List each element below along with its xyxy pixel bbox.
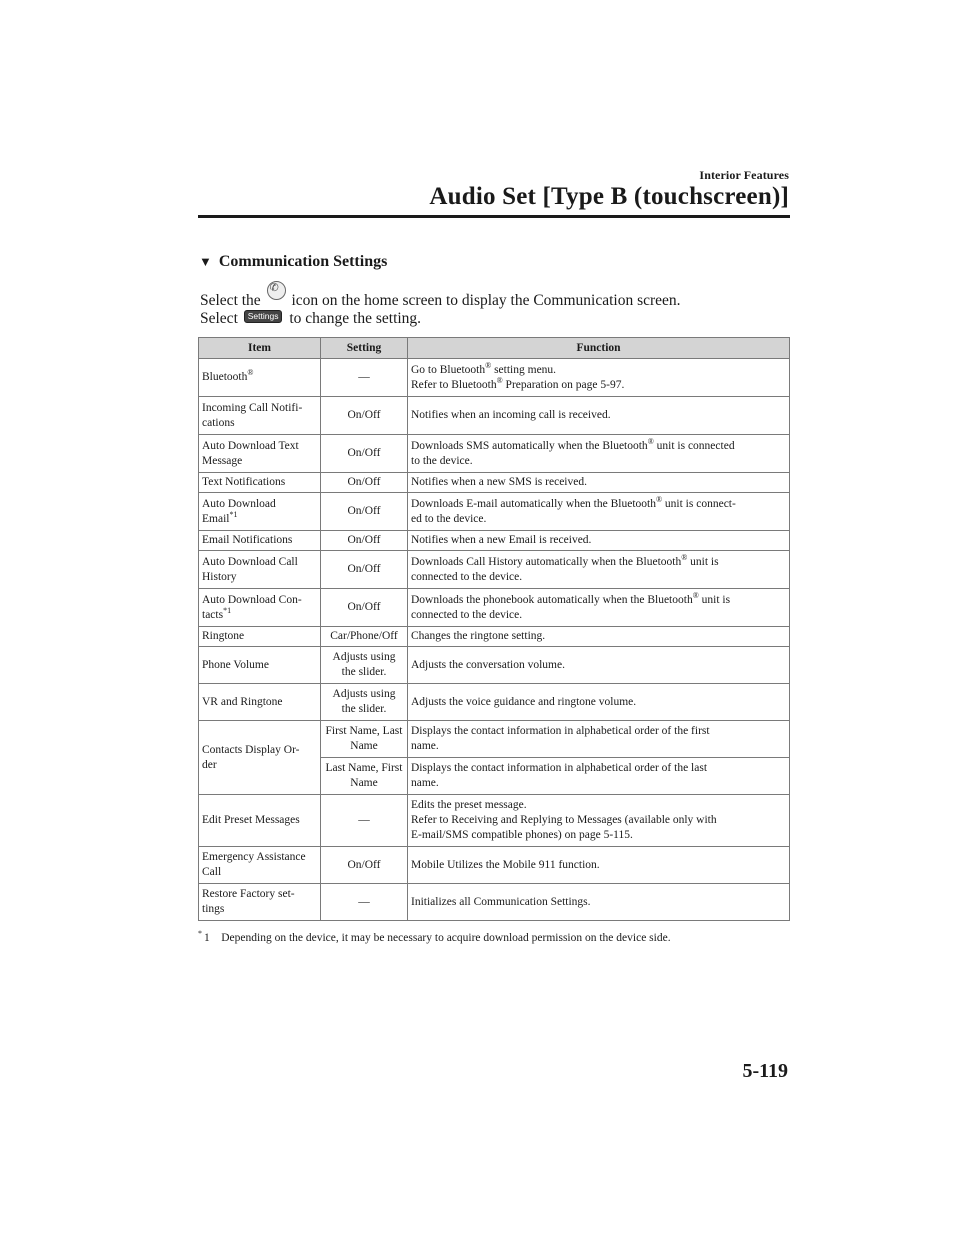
cell-function: Adjusts the conversation volume. xyxy=(408,647,790,684)
footnote-text: 1 Depending on the device, it may be necessary to acquire download permission on the device side. xyxy=(204,932,671,944)
cell-item: Emergency Assistance Call xyxy=(199,847,321,884)
header-title: Audio Set [Type B (touchscreen)] xyxy=(429,183,789,210)
cell-function: Initializes all Communication Settings. xyxy=(408,884,790,921)
intro-line-2 xyxy=(200,310,421,328)
cell-setting: Adjusts using the slider. xyxy=(321,647,408,684)
cell-setting: On/Off xyxy=(321,589,408,627)
cell-item: Contacts Display Or- der xyxy=(199,721,321,795)
intro-line2-before: Select xyxy=(200,310,238,327)
column-header-function: Function xyxy=(408,338,790,359)
column-header-setting: Setting xyxy=(321,338,408,359)
cell-item: Bluetooth® xyxy=(199,359,321,397)
cell-function: Downloads SMS automatically when the Bluetooth® unit is connected to the device. xyxy=(408,435,790,473)
cell-function: Changes the ringtone setting. xyxy=(408,627,790,647)
cell-item: Incoming Call Notifi- cations xyxy=(199,397,321,435)
intro-line1-before: Select the xyxy=(200,292,261,309)
communication-icon xyxy=(267,281,286,300)
cell-function: Downloads the phonebook automatically when the Bluetooth® unit is connected to the device. xyxy=(408,589,790,627)
cell-setting: Adjusts using the slider. xyxy=(321,684,408,721)
settings-button-icon: Settings xyxy=(244,310,283,323)
table-row xyxy=(199,473,790,493)
cell-item: Auto Download Con- tacts$^{*1}$ xyxy=(199,589,321,627)
footnote-mark: * xyxy=(198,929,202,938)
cell-setting: Car/Phone/Off xyxy=(321,627,408,647)
table-row xyxy=(199,435,790,473)
table-row xyxy=(199,884,790,921)
cell-item: Auto Download Text Message xyxy=(199,435,321,473)
header-rule xyxy=(198,215,790,218)
cell-function: Displays the contact information in alphabetical order of the first name. xyxy=(408,721,790,758)
section-marker: ▼ xyxy=(199,254,212,269)
table-row xyxy=(199,359,790,397)
cell-item: Text Notifications xyxy=(199,473,321,493)
table-row xyxy=(199,684,790,721)
cell-function: Downloads E-mail automatically when the Bluetooth® unit is connect- ed to the device. xyxy=(408,493,790,531)
cell-function: Edits the preset message. Refer to Receiving and Replying to Messages (available only with E-mail/SMS compatible phones) on page 5-115. xyxy=(408,795,790,847)
cell-setting: On/Off xyxy=(321,397,408,435)
intro-line-1 xyxy=(200,287,681,310)
cell-function: Displays the contact information in alphabetical order of the last name. xyxy=(408,758,790,795)
table-row xyxy=(199,493,790,531)
cell-function: Mobile Utilizes the Mobile 911 function. xyxy=(408,847,790,884)
cell-function: Notifies when a new SMS is received. xyxy=(408,473,790,493)
cell-function: Adjusts the voice guidance and ringtone volume. xyxy=(408,684,790,721)
cell-setting: Last Name, First Name xyxy=(321,758,408,795)
page-number: 5-119 xyxy=(742,1060,788,1082)
cell-setting: First Name, Last Name xyxy=(321,721,408,758)
cell-setting: On/Off xyxy=(321,493,408,531)
section-heading xyxy=(199,253,387,271)
table-row xyxy=(199,589,790,627)
table-row xyxy=(199,397,790,435)
cell-setting: On/Off xyxy=(321,551,408,589)
cell-function: Notifies when a new Email is received. xyxy=(408,531,790,551)
section-title: Communication Settings xyxy=(218,253,388,270)
column-header-item: Item xyxy=(199,338,321,359)
cell-item: Restore Factory set- tings xyxy=(199,884,321,921)
cell-item: Phone Volume xyxy=(199,647,321,684)
cell-setting: — xyxy=(321,884,408,921)
footnote xyxy=(198,929,671,944)
cell-item: Ringtone xyxy=(199,627,321,647)
header-kicker: Interior Features xyxy=(699,168,789,182)
cell-setting: On/Off xyxy=(321,473,408,493)
cell-setting: On/Off xyxy=(321,847,408,884)
table-row xyxy=(199,531,790,551)
cell-function: Go to Bluetooth® setting menu. Refer to Bluetooth® Preparation on page 5-97. xyxy=(408,359,790,397)
table-row xyxy=(199,721,790,758)
intro-line1-after: icon on the home screen to display the Communication screen. xyxy=(291,292,681,309)
cell-item: Email Notifications xyxy=(199,531,321,551)
cell-item: Auto Download Email$^{*1}$ xyxy=(199,493,321,531)
cell-setting: On/Off xyxy=(321,531,408,551)
communication-settings-table xyxy=(198,337,790,921)
cell-setting: — xyxy=(321,795,408,847)
cell-setting: On/Off xyxy=(321,435,408,473)
cell-setting: — xyxy=(321,359,408,397)
cell-item: Auto Download Call History xyxy=(199,551,321,589)
table-header-row xyxy=(199,338,790,359)
cell-item: Edit Preset Messages xyxy=(199,795,321,847)
table-row xyxy=(199,847,790,884)
table-row xyxy=(199,647,790,684)
table-row xyxy=(199,795,790,847)
cell-item: VR and Ringtone xyxy=(199,684,321,721)
intro-line2-after: to change the setting. xyxy=(289,310,422,327)
table-row xyxy=(199,551,790,589)
cell-function: Downloads Call History automatically when the Bluetooth® unit is connected to the device. xyxy=(408,551,790,589)
table-row xyxy=(199,627,790,647)
cell-function: Notifies when an incoming call is received. xyxy=(408,397,790,435)
